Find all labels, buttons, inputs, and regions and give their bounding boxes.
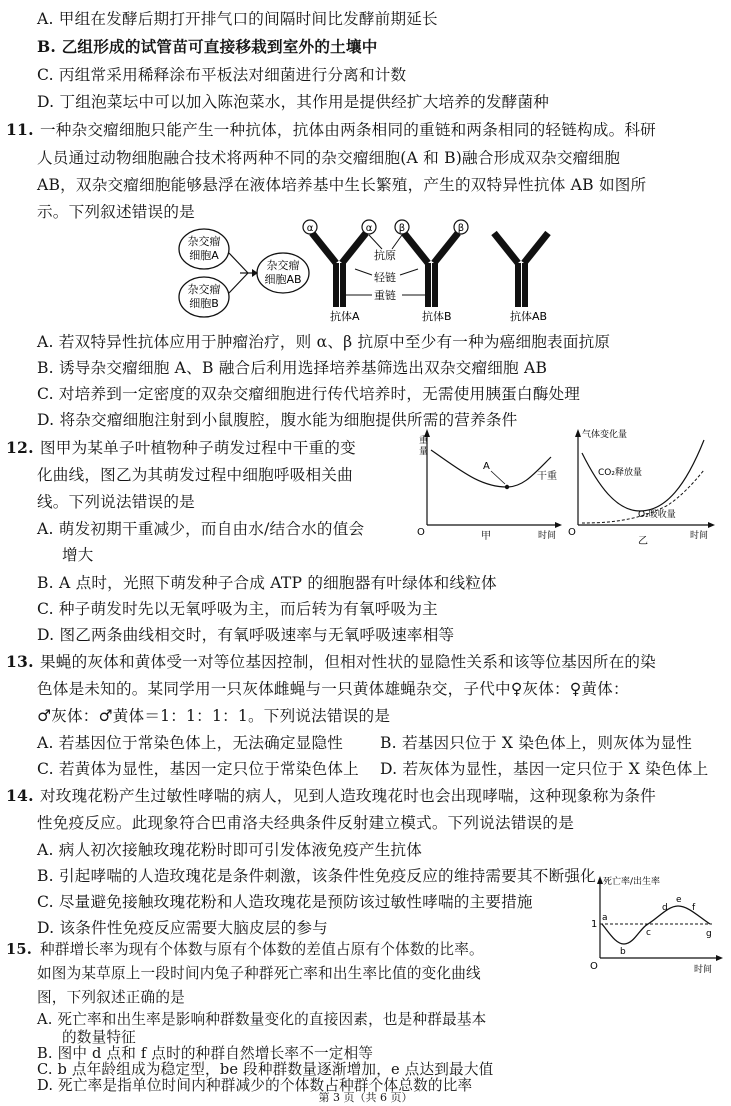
light-chain-label: 轻链 [374, 271, 396, 284]
chart3-origin: O [590, 961, 598, 972]
q12-number: 12. [6, 438, 34, 457]
q15-option-a-2: 的数量特征 [62, 1029, 136, 1046]
q14-option-c: C. 尽量避免接触玫瑰花粉和人造玫瑰花是预防该过敏性哮喘的主要措施 [37, 893, 533, 911]
q14-stem-2: 性免疫反应。此现象符合巴甫洛夫经典条件反射建立模式。下列说法错误的是 [37, 814, 574, 832]
antibody-ab-icon [494, 231, 548, 307]
q14-option-b: B. 引起哮喘的人造玫瑰花是条件刺激，该条件性免疫反应的维持需要其不断强化 [37, 867, 596, 885]
q14-stem-1: 对玫瑰花粉产生过敏性哮喘的病人，见到人造玫瑰花时也会出现哮喘，这种现象称为条件 [40, 787, 656, 805]
cell-b-label-1: 杂交瘤 [187, 283, 221, 296]
q12-option-a-1: A. 萌发初期干重减少，而自由水/结合水的值会 [37, 520, 365, 538]
chart1-caption: 甲 [481, 531, 491, 542]
q12-option-a-2: 增大 [62, 546, 94, 564]
antigen-label: 抗原 [374, 249, 396, 262]
chart1-xlabel: 时间 [538, 531, 557, 541]
chart1-ylabel-2: 量 [419, 447, 429, 457]
q12-option-c: C. 种子萌发时先以无氧呼吸为主，而后转为有氧呼吸为主 [37, 600, 438, 618]
point-c-label: c [646, 928, 651, 938]
q10-option-d: D. 丁组泡菜坛中可以加入陈泡菜水，其作用是提供经扩大培养的发酵菌种 [37, 93, 550, 111]
q12-option-d: D. 图乙两条曲线相交时，有氧呼吸速率与无氧呼吸速率相等 [37, 626, 455, 644]
q13-option-c: C. 若黄体为显性，基因一定只位于常染色体上 [37, 760, 359, 778]
q13-option-d: D. 若灰体为显性，基因一定只位于 X 染色体上 [380, 760, 709, 778]
q13-option-a: A. 若基因位于常染色体上，无法确定显隐性 [37, 734, 344, 752]
mortality-birth-ratio-chart [588, 872, 726, 984]
chart2-ylabel: 气体变化量 [582, 430, 628, 440]
antibody-figure [170, 215, 570, 325]
respiration-chart [568, 425, 718, 550]
q15-stem-3: 图，下列叙述正确的是 [37, 989, 185, 1006]
antibody-ab-label: 抗体AB [510, 310, 548, 323]
q13-stem-2: 色体是未知的。某同学用一只灰体雌蝇与一只黄体雄蝇杂交，子代中♀灰体：♀黄体： [37, 680, 629, 698]
q10-option-b: B. 乙组形成的试管苗可直接移栽到室外的土壤中 [37, 37, 378, 56]
q13-option-b: B. 若基因只位于 X 染色体上，则灰体为显性 [380, 734, 693, 752]
svg-text:α: α [365, 223, 373, 234]
cell-a-label-1: 杂交瘤 [187, 235, 221, 248]
chart3-xlabel: 时间 [694, 965, 713, 975]
heavy-chain-label: 重链 [374, 289, 396, 302]
chart1-origin: O [417, 527, 425, 538]
q11-number: 11. [6, 120, 34, 139]
q15-number: 15. [6, 941, 32, 958]
point-f-label: f [692, 903, 696, 913]
q11-option-a: A. 若双特异性抗体应用于肿瘤治疗，则 α、β 抗原中至少有一种为癌细胞表面抗原 [37, 333, 611, 351]
q11-option-c: C. 对培养到一定密度的双杂交瘤细胞进行传代培养时，无需使用胰蛋白酶处理 [37, 385, 581, 403]
cell-ab-label-1: 杂交瘤 [266, 259, 300, 272]
cell-b-label-2: 细胞B [189, 297, 219, 310]
q10-option-c: C. 丙组常采用稀释涂布平板法对细菌进行分离和计数 [37, 66, 407, 84]
point-g-label: g [706, 929, 712, 939]
q15-stem-2: 如图为某草原上一段时间内兔子种群死亡率和出生率比值的变化曲线 [37, 965, 481, 982]
chart2-caption: 乙 [638, 536, 648, 547]
q13-stem-1: 果蝇的灰体和黄体受一对等位基因控制，但相对性状的显隐性关系和该等位基因所在的染 [40, 653, 656, 671]
page-footer: 第 3 页（共 6 页） [318, 1091, 413, 1104]
q12-stem-2: 化曲线，图乙为其萌发过程中细胞呼吸相关曲 [37, 466, 353, 484]
chart3-one-label: 1 [591, 919, 598, 930]
co2-label: CO₂释放量 [598, 468, 642, 478]
q12-stem-3: 线。下列说法错误的是 [37, 493, 195, 511]
point-a-label-15: a [602, 913, 608, 923]
point-e-label: e [676, 895, 682, 905]
point-a [505, 485, 509, 489]
point-d-label: d [662, 903, 668, 913]
chart1-ylabel-1: 重 [419, 436, 429, 446]
svg-text:β: β [457, 223, 465, 234]
cell-a-label-2: 细胞A [189, 249, 219, 262]
q13-stem-3: ♂灰体：♂黄体＝1：1：1：1。下列说法错误的是 [37, 707, 391, 725]
q11-stem-2: 人员通过动物细胞融合技术将两种不同的杂交瘤细胞(A 和 B)融合形成双杂交瘤细胞 [37, 149, 620, 167]
q15-option-c: C. b 点年龄组成为稳定型，be 段种群数量逐渐增加，e 点达到最大值 [37, 1061, 494, 1078]
q14-option-d: D. 该条件性免疫反应需要大脑皮层的参与 [37, 919, 328, 937]
q14-number: 14. [6, 786, 34, 805]
q11-stem-4: 示。下列叙述错误的是 [37, 203, 195, 221]
chart2-origin: O [568, 527, 576, 538]
point-b-label: b [620, 947, 626, 957]
q14-option-a: A. 病人初次接触玫瑰花粉时即可引发体液免疫产生抗体 [37, 841, 423, 859]
q10-option-a: A. 甲组在发酵后期打开排气口的间隔时间比发酵前期延长 [37, 10, 438, 28]
svg-text:β: β [398, 223, 406, 234]
q13-number: 13. [6, 652, 34, 671]
chart3-ylabel: 死亡率/出生率 [603, 877, 661, 887]
chart1-curve-label: 干重 [537, 471, 557, 482]
q11-stem-3: AB，双杂交瘤细胞能够悬浮在液体培养基中生长繁殖，产生的双特异性抗体 AB 如图所 [37, 176, 647, 194]
dry-weight-curve [431, 450, 551, 487]
dry-weight-chart [415, 425, 565, 545]
o2-label: O₂吸收量 [638, 510, 676, 520]
antibody-a-label: 抗体A [330, 310, 360, 323]
q11-option-d: D. 将杂交瘤细胞注射到小鼠腹腔，腹水能为细胞提供所需的营养条件 [37, 411, 518, 429]
q12-stem-1: 图甲为某单子叶植物种子萌发过程中干重的变 [40, 439, 356, 457]
q15-stem-1: 种群增长率为现有个体数与原有个体数的差值占原有个体数的比率。 [40, 941, 484, 958]
antibody-a-icon [312, 231, 366, 307]
chart2-xlabel: 时间 [690, 531, 709, 541]
svg-text:α: α [306, 223, 314, 234]
cell-ab-label-2: 细胞AB [264, 273, 302, 286]
q15-option-a-1: A. 死亡率和出生率是影响种群数量变化的直接因素，也是种群最基本 [37, 1011, 487, 1028]
antibody-b-icon [404, 231, 458, 307]
q15-option-b: B. 图中 d 点和 f 点时的种群自然增长率不一定相等 [37, 1045, 374, 1062]
q11-option-b: B. 诱导杂交瘤细胞 A、B 融合后利用选择培养基筛选出双杂交瘤细胞 AB [37, 359, 548, 377]
point-a-label: A [483, 461, 490, 472]
q12-option-b: B. A 点时，光照下萌发种子合成 ATP 的细胞器有叶绿体和线粒体 [37, 574, 497, 592]
q11-stem-1: 一种杂交瘤细胞只能产生一种抗体，抗体由两条相同的重链和两条相同的轻链构成。科研 [40, 121, 656, 139]
antibody-b-label: 抗体B [422, 310, 452, 323]
q15-option-d: D. 死亡率是指单位时间内种群减少的个体数占种群个体总数的比率 [37, 1077, 473, 1094]
